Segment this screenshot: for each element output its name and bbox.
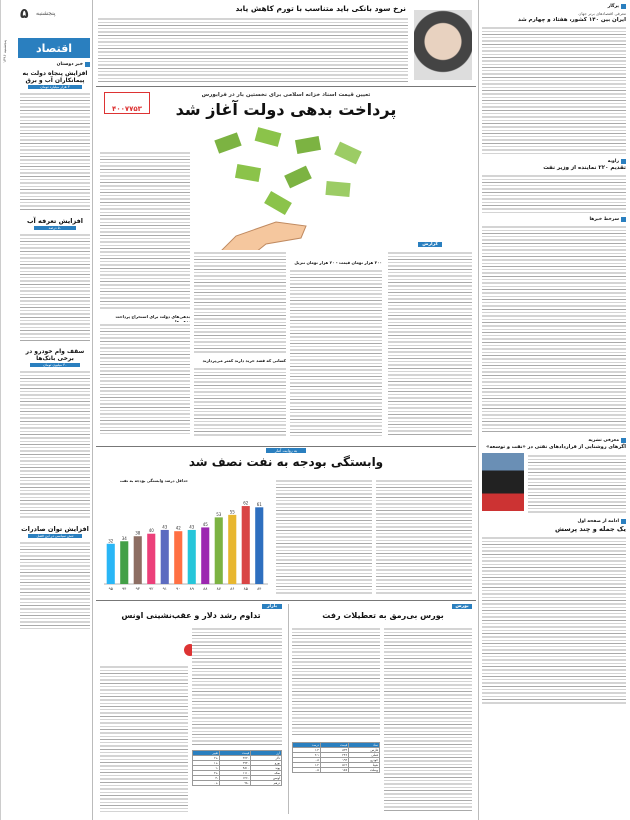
main-section-label: گزارش <box>418 242 442 247</box>
oil-dependence-chart <box>100 488 270 596</box>
table-cell: ۹۸۰ <box>220 781 251 786</box>
table-header-cell: درصد <box>293 743 321 748</box>
main-story <box>96 90 476 440</box>
right-zaviye-body <box>482 173 626 213</box>
market-body <box>192 626 282 746</box>
chart-bar <box>107 544 115 584</box>
table-cell: درهم <box>251 781 282 786</box>
chart-bar <box>174 531 182 584</box>
chart-category-label: ۸۹ <box>189 586 194 591</box>
right-col <box>482 4 626 816</box>
chart-bar <box>242 506 250 584</box>
chart-value-label: 43 <box>162 524 168 530</box>
main-subhead-1: ۳۰۰ هزار تومان قیمت - ۲۰ هزار تومان تنزیل <box>294 260 382 265</box>
table-cell: +۰ <box>193 781 220 786</box>
chart-category-label: ۹۵ <box>108 586 113 591</box>
table-cell: ۱۲۶۰ <box>220 776 251 781</box>
chart-category-label: ۸۴ <box>257 586 262 591</box>
table-row <box>193 781 282 786</box>
chart-body-1 <box>376 478 472 594</box>
table-cell: ۲.۱ <box>293 753 321 758</box>
bourse-table <box>292 742 380 773</box>
table-cell: -۴ <box>193 776 220 781</box>
table-cell: ۴۸۱۰ <box>220 766 251 771</box>
left-sub-2: ۵۰ درصد <box>34 226 76 230</box>
chart-value-label: 42 <box>175 525 181 531</box>
right-moarefi-title: اگرهای روشنایی از قراردادهای نفتی در «نفت و توسعه» <box>486 444 626 450</box>
table-row <box>293 768 380 773</box>
chart-bar <box>188 530 196 584</box>
market-label: بازار <box>262 604 282 609</box>
chart-kicker: به روایت آمار <box>266 448 306 453</box>
chart-block <box>96 448 476 598</box>
top-story-title: نرخ سود بانکی باید متناسب با تورم کاهش یابد <box>235 4 406 13</box>
right-zaviye-title: تقدیم ۲۲۰ نماینده از وزیر نفت <box>543 165 626 171</box>
page-number: ۵ <box>20 6 29 22</box>
divider-right <box>478 0 479 820</box>
chart-value-label: 45 <box>202 521 208 527</box>
bourse-block <box>290 604 476 814</box>
chart-title: وابستگی بودجه به نفت نصف شد <box>188 455 384 469</box>
table-header-cell: تغییر <box>193 751 220 756</box>
table-cell: ۱.۴ <box>293 748 321 753</box>
bourse-label: بورس <box>452 604 472 609</box>
main-body-left2 <box>194 366 286 436</box>
table-cell: وبملت <box>349 768 380 773</box>
market-title: تداوم رشد دلار و عقب‌نشینی اونس <box>121 611 261 620</box>
chart-category-label: ۸۸ <box>203 586 208 591</box>
table-cell: ۰.۵ <box>293 768 321 773</box>
chart-bar <box>228 515 236 584</box>
right-edame-title: یک جمله و چند پرسش <box>555 525 626 533</box>
table-cell: شپنا <box>349 763 380 768</box>
chart-bar <box>161 530 169 584</box>
table-header-cell: قیمت <box>220 751 251 756</box>
section-name: اقتصاد <box>35 41 73 55</box>
table-cell: ۸۲۴ <box>320 748 348 753</box>
table-cell: فملی <box>349 753 380 758</box>
table-cell: سکه <box>251 771 282 776</box>
left-title-4: افزایش توان صادرات <box>21 525 89 533</box>
chart-value-label: 55 <box>229 509 235 515</box>
main-subhead-2: کسانی که قصد خرید دارند کمتر می‌پردازند <box>202 358 286 363</box>
chart-category-label: ۸۶ <box>230 586 235 591</box>
table-cell: اونس <box>251 776 282 781</box>
magazine-cover <box>482 453 524 511</box>
chart-value-label: 43 <box>189 524 195 530</box>
left-body-1 <box>20 91 90 211</box>
section-banner <box>18 38 90 58</box>
market-block <box>96 604 286 814</box>
chart-category-label: ۸۷ <box>216 586 221 591</box>
left-sub-4: تنش سیاسی در این فصل <box>28 534 82 538</box>
bullet-icon <box>85 62 90 67</box>
chart-category-label: ۹۰ <box>176 586 181 591</box>
table-cell: ۱۷۸ <box>320 768 348 773</box>
left-title-3: سقف وام خودرو در برخی بانک‌ها <box>25 348 85 362</box>
table-header-cell: ارز <box>251 751 282 756</box>
top-story-body <box>98 16 408 84</box>
table-cell: +۳ <box>193 771 220 776</box>
main-body-far <box>100 150 190 310</box>
chart-bar <box>215 517 223 584</box>
bullet-icon <box>621 519 626 524</box>
right-top-title: ایران بین ۱۴۰ کشور، هفتاد و چهارم شد <box>518 17 626 23</box>
main-kicker: تعیین قیمت اسناد خزانه اسلامی برای نخستین بار در فرابورس <box>201 92 371 98</box>
left-col-head: خبر دوستان <box>20 62 90 67</box>
left-sub-3: ۳۰ میلیون تومان <box>30 363 80 367</box>
left-body-4 <box>20 540 90 630</box>
table-cell: فارس <box>349 748 380 753</box>
main-title: پرداخت بدهی دولت آغاز شد <box>175 100 397 119</box>
table-cell: یورو <box>251 761 282 766</box>
left-body-2 <box>20 232 90 342</box>
right-kick-5: ادامه از صفحه اول <box>482 519 626 524</box>
left-col <box>20 62 90 812</box>
main-body-left <box>194 250 286 354</box>
chart-value-label: 62 <box>243 500 249 506</box>
chart-value-label: 34 <box>121 535 127 541</box>
table-cell: ۲۴۶ <box>320 753 348 758</box>
main-subhead-3: بدهی‌های دولت برای استخراج پرداخت <box>115 314 190 319</box>
main-body-mid <box>290 268 382 436</box>
divider-bm <box>288 604 289 814</box>
bullet-icon <box>621 4 626 9</box>
right-headlines-body <box>482 224 626 434</box>
bourse-title: بورس بی‌رمق به تعطیلات رفت <box>322 611 444 620</box>
left-title-2: افزایش تعرفه آب <box>26 217 84 225</box>
main-body-far2 <box>100 322 190 436</box>
chart-bar <box>255 507 263 584</box>
rule-low <box>96 600 476 601</box>
right-kick-2: زاویه <box>482 159 626 164</box>
market-body-2 <box>100 664 188 812</box>
left-strip-meta: پنجشنبه ۱۳۹۶ <box>2 40 7 63</box>
chart-value-label: 38 <box>135 530 141 536</box>
table-header-cell: قیمت <box>320 743 348 748</box>
chart-bar <box>201 527 209 584</box>
table-cell: ۳۹۴۰ <box>220 761 251 766</box>
table-cell: -۱ <box>193 766 220 771</box>
chart-category-label: ۹۴ <box>122 586 127 591</box>
bullet-icon <box>621 438 626 443</box>
table-cell: ۵۱۲ <box>320 763 348 768</box>
table-cell: ۰.۸ <box>293 758 321 763</box>
bourse-body-2 <box>292 626 380 736</box>
table-cell: +۱ <box>193 761 220 766</box>
paper-name: پنجشنبه <box>36 10 56 17</box>
chart-bar <box>134 536 142 584</box>
chart-value-label: 32 <box>108 538 114 544</box>
chart-bar <box>147 534 155 584</box>
table-cell: دلار <box>251 756 282 761</box>
chart-header: حداقل درصد وابستگی بودجه به نفت <box>120 478 188 483</box>
right-moarefi-body <box>528 453 626 513</box>
chart-value-label: 53 <box>216 511 222 517</box>
chart-bar <box>120 541 128 584</box>
bullet-icon <box>621 159 626 164</box>
table-cell: پوند <box>251 766 282 771</box>
chart-category-label: ۸۵ <box>243 586 248 591</box>
chart-value-label: 61 <box>256 501 262 507</box>
right-top-body <box>482 25 626 155</box>
chart-category-label: ۹۱ <box>162 586 167 591</box>
main-badge-no: ۴۰۰۷۷۵۳ <box>112 105 142 113</box>
main-body-right <box>388 250 472 436</box>
bourse-body <box>384 626 472 812</box>
left-body-3 <box>20 369 90 519</box>
table-header-cell: نماد <box>349 743 380 748</box>
right-kick-3: سرخط خبرها <box>482 217 626 222</box>
top-story-photo <box>414 10 472 80</box>
main-badge <box>104 92 150 114</box>
chart-value-label: 40 <box>148 528 154 534</box>
chart-category-label: ۹۳ <box>135 586 140 591</box>
left-title-1: افزایش پنجاه دولت به پیمانکاران آب و برق <box>22 70 88 84</box>
table-cell: ۱۱۱۰ <box>220 771 251 776</box>
right-kick-1: پرگار <box>482 4 626 9</box>
left-sub-1: ۳ هزار میلیارد تومان <box>28 85 82 89</box>
market-table <box>192 750 282 786</box>
table-cell: خودرو <box>349 758 380 763</box>
rule-top <box>96 86 476 87</box>
top-story <box>96 4 476 86</box>
table-cell: ۱۹۳ <box>320 758 348 763</box>
right-top-sub: معرفی اقتصادهای برتر جهان <box>578 11 626 16</box>
right-edame-body <box>482 535 626 705</box>
right-kick-4: معرفی نشریه <box>482 438 626 443</box>
table-cell: ۱.۲ <box>293 763 321 768</box>
rule-mid <box>96 446 476 447</box>
chart-category-label: ۹۲ <box>149 586 154 591</box>
table-cell: ۳۶۲۰ <box>220 756 251 761</box>
chart-body-2 <box>276 478 372 594</box>
bullet-icon <box>621 217 626 222</box>
divider-left <box>92 0 93 820</box>
table-cell: +۲ <box>193 756 220 761</box>
